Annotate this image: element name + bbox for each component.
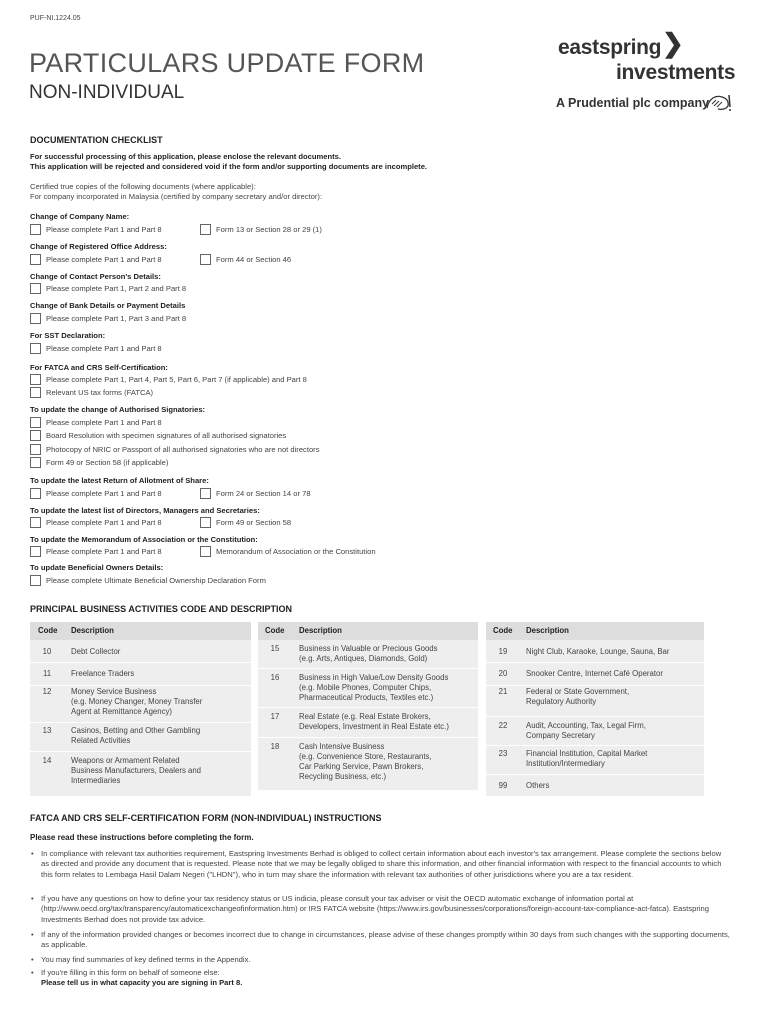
group-title-sst: For SST Declaration:: [30, 331, 106, 340]
checkbox[interactable]: [30, 417, 41, 428]
checklist-heading: DOCUMENTATION CHECKLIST: [30, 135, 163, 145]
checklist-item: Please complete Ultimate Beneficial Ownership Declaration Form: [30, 575, 266, 586]
checklist-item: Please complete Part 1, Part 4, Part 5, Part 6, Part 7 (if applicable) and Part 8: [30, 374, 307, 385]
checklist-item: Please complete Part 1 and Part 8: [30, 224, 162, 235]
table-row: 18 Cash Intensive Business (e.g. Convenience Store, Restaurants, Car Parking Service, Pawn Brokers, Recycling Business, etc.): [258, 738, 478, 791]
table-row: 22 Audit, Accounting, Tax, Legal Firm, Company Secretary: [486, 717, 704, 746]
checklist-item: Form 49 or Section 58: [200, 517, 291, 528]
group-title-beneficial-owners: To update Beneficial Owners Details:: [30, 563, 164, 572]
page-title: PARTICULARS UPDATE FORM: [29, 48, 425, 78]
code-column-header: Code: [493, 626, 513, 635]
group-title-directors: To update the latest list of Directors, Managers and Secretaries:: [30, 506, 260, 515]
incorporated-malaysia-note: For company incorporated in Malaysia (certified by company secretary and/or director):: [30, 192, 323, 201]
checkbox[interactable]: [30, 444, 41, 455]
logo-tagline: A Prudential plc company: [556, 96, 710, 110]
bullet-icon: •: [31, 849, 34, 858]
checkbox[interactable]: [30, 254, 41, 265]
checkbox[interactable]: [200, 517, 211, 528]
bullet-icon: •: [31, 894, 34, 903]
checkbox[interactable]: [30, 430, 41, 441]
group-title-fatca-crs: For FATCA and CRS Self-Certification:: [30, 363, 168, 372]
checkbox[interactable]: [200, 224, 211, 235]
checklist-item: Please complete Part 1, Part 3 and Part 8: [30, 313, 186, 324]
activities-heading: PRINCIPAL BUSINESS ACTIVITIES CODE AND DESCRIPTION: [30, 604, 293, 614]
table-row: 17 Real Estate (e.g. Real Estate Brokers, Developers, Investment in Real Estate etc.): [258, 708, 478, 738]
activities-table-2: [258, 622, 478, 790]
certified-copies-note: Certified true copies of the following documents (where applicable):: [30, 182, 256, 191]
table-row: 15 Business in Valuable or Precious Goods (e.g. Arts, Antiques, Diamonds, Gold): [258, 640, 478, 669]
checkbox[interactable]: [200, 254, 211, 265]
signing-capacity-note: Please tell us in what capacity you are signing in Part 8.: [41, 978, 243, 987]
description-column-header: Description: [299, 626, 342, 635]
group-title-authorised-signatories: To update the change of Authorised Signatories:: [30, 405, 206, 414]
table-row: 10 Debt Collector: [30, 640, 251, 663]
checkbox[interactable]: [30, 343, 41, 354]
group-title-return-allotment: To update the latest Return of Allotment of Share:: [30, 476, 209, 485]
checkbox[interactable]: [200, 546, 211, 557]
checklist-item: Memorandum of Association or the Constitution: [200, 546, 376, 557]
checkbox[interactable]: [30, 575, 41, 586]
prudential-lion-icon: [704, 92, 732, 112]
logo-text-line2: investments: [616, 61, 736, 84]
bullet-icon: •: [31, 955, 34, 964]
checkbox[interactable]: [30, 457, 41, 468]
checklist-item: Board Resolution with specimen signatures of all authorised signatories: [30, 430, 286, 441]
activities-table-1: [30, 622, 251, 797]
table-row: 12 Money Service Business (e.g. Money Changer, Money Transfer Agent at Remittance Agency): [30, 686, 251, 723]
group-title-company-name: Change of Company Name:: [30, 212, 130, 221]
bullet-icon: •: [31, 930, 34, 939]
checkbox[interactable]: [30, 224, 41, 235]
activities-table-3: [486, 622, 704, 797]
checkbox[interactable]: [30, 374, 41, 385]
checklist-item: Please complete Part 1 and Part 8: [30, 517, 162, 528]
checkbox[interactable]: [30, 517, 41, 528]
code-column-header: Code: [38, 626, 58, 635]
document-reference: PUF-NI.1224.05: [30, 15, 81, 22]
checklist-item: Form 24 or Section 14 or 78: [200, 488, 311, 499]
table-row: 20 Snooker Centre, Internet Café Operator: [486, 663, 704, 686]
instruction-bullet: • If you're filling in this form on behalf of someone else: Please tell us in what capacity you are signing in Part 8.: [31, 968, 731, 990]
checklist-warning-2: This application will be rejected and considered void if the form and/or supporting documents are incomplete.: [30, 162, 428, 171]
instruction-bullet: • In compliance with relevant tax authorities requirement, Eastspring Investments Berhad is obliged to collect certain information about each investor's tax arrangement. Please complete the sections below as directed and provide any document that is requested. Please note that we may be legally obliged to share this information, and other financial information with respect to the financial accounts to which this form relates to Lembaga Hasil Dalam Negeri ("LHDN"), who in turn may share the information with relevant tax authorities of other jurisdictions where you are a tax resident.: [31, 849, 722, 879]
table-row: 11 Freelance Traders: [30, 663, 251, 686]
table-header: [486, 622, 704, 640]
checklist-item: Form 13 or Section 28 or 29 (1): [200, 224, 322, 235]
checkbox[interactable]: [30, 313, 41, 324]
table-row: 19 Night Club, Karaoke, Lounge, Sauna, Bar: [486, 640, 704, 663]
checkbox[interactable]: [30, 283, 41, 294]
checkbox[interactable]: [200, 488, 211, 499]
group-title-registered-office: Change of Registered Office Address:: [30, 242, 167, 251]
description-column-header: Description: [71, 626, 114, 635]
page-subtitle: NON-INDIVIDUAL: [29, 82, 185, 103]
instruction-bullet: • If you have any questions on how to define your tax residency status or US indicia, please consult your tax adviser or visit the OECD automatic exchange of information portal at (http://www.oecd.org/tax/transparency/automaticexchangeofinformation.htm) or IRS FATCA website (https://www.irs.gov/businesses/corporations/foreign-account-tax-compliance-act-fatca). Eastspring Investments Berhad does not provide tax advice.: [31, 894, 709, 924]
logo-text-line1: eastspring: [558, 36, 662, 59]
checklist-item: Form 49 or Section 58 (if applicable): [30, 457, 168, 468]
checklist-item: Please complete Part 1 and Part 8: [30, 254, 162, 265]
instruction-bullet: • If any of the information provided changes or becomes incorrect due to change in circumstances, please advise of these changes promptly within 30 days from such changes with the supporting documents, as applicable.: [31, 930, 730, 950]
checklist-item: Please complete Part 1 and Part 8: [30, 546, 162, 557]
table-row: 14 Weapons or Armament Related Business Manufacturers, Dealers and Intermediaries: [30, 752, 251, 797]
description-column-header: Description: [526, 626, 569, 635]
table-row: 23 Financial Institution, Capital Market Institution/Intermediary: [486, 746, 704, 775]
checklist-item: Relevant US tax forms (FATCA): [30, 387, 153, 398]
checklist-item: Please complete Part 1 and Part 8: [30, 488, 162, 499]
table-header: [30, 622, 251, 640]
checkbox[interactable]: [30, 546, 41, 557]
instructions-lead: Please read these instructions before completing the form.: [30, 833, 254, 842]
instructions-heading: FATCA AND CRS SELF-CERTIFICATION FORM (NON-INDIVIDUAL) INSTRUCTIONS: [30, 813, 382, 823]
group-title-contact-person: Change of Contact Person's Details:: [30, 272, 161, 281]
checklist-item: Please complete Part 1 and Part 8: [30, 417, 162, 428]
table-row: 13 Casinos, Betting and Other Gambling Related Activities: [30, 723, 251, 752]
checklist-item: Please complete Part 1 and Part 8: [30, 343, 162, 354]
eastspring-logo: [556, 28, 741, 118]
bullet-icon: •: [31, 968, 34, 977]
logo-chevron-icon: ❯: [662, 28, 684, 58]
checklist-warning-1: For successful processing of this application, please enclose the relevant documents.: [30, 152, 342, 161]
table-header: [258, 622, 478, 640]
checkbox[interactable]: [30, 387, 41, 398]
table-row: 16 Business in High Value/Low Density Goods (e.g. Mobile Phones, Computer Chips, Pharmaceutical Products, Textiles etc.): [258, 669, 478, 708]
checklist-item: Form 44 or Section 46: [200, 254, 291, 265]
code-column-header: Code: [265, 626, 285, 635]
checkbox[interactable]: [30, 488, 41, 499]
table-row: 99 Others: [486, 775, 704, 797]
group-title-bank-details: Change of Bank Details or Payment Details: [30, 301, 186, 310]
table-row: 21 Federal or State Government, Regulatory Authority: [486, 686, 704, 717]
instruction-bullet: • You may find summaries of key defined terms in the Appendix.: [31, 955, 251, 964]
checklist-item: Photocopy of NRIC or Passport of all authorised signatories who are not directors: [30, 444, 320, 455]
checklist-item: Please complete Part 1, Part 2 and Part 8: [30, 283, 186, 294]
group-title-memorandum: To update the Memorandum of Association or the Constitution:: [30, 535, 258, 544]
